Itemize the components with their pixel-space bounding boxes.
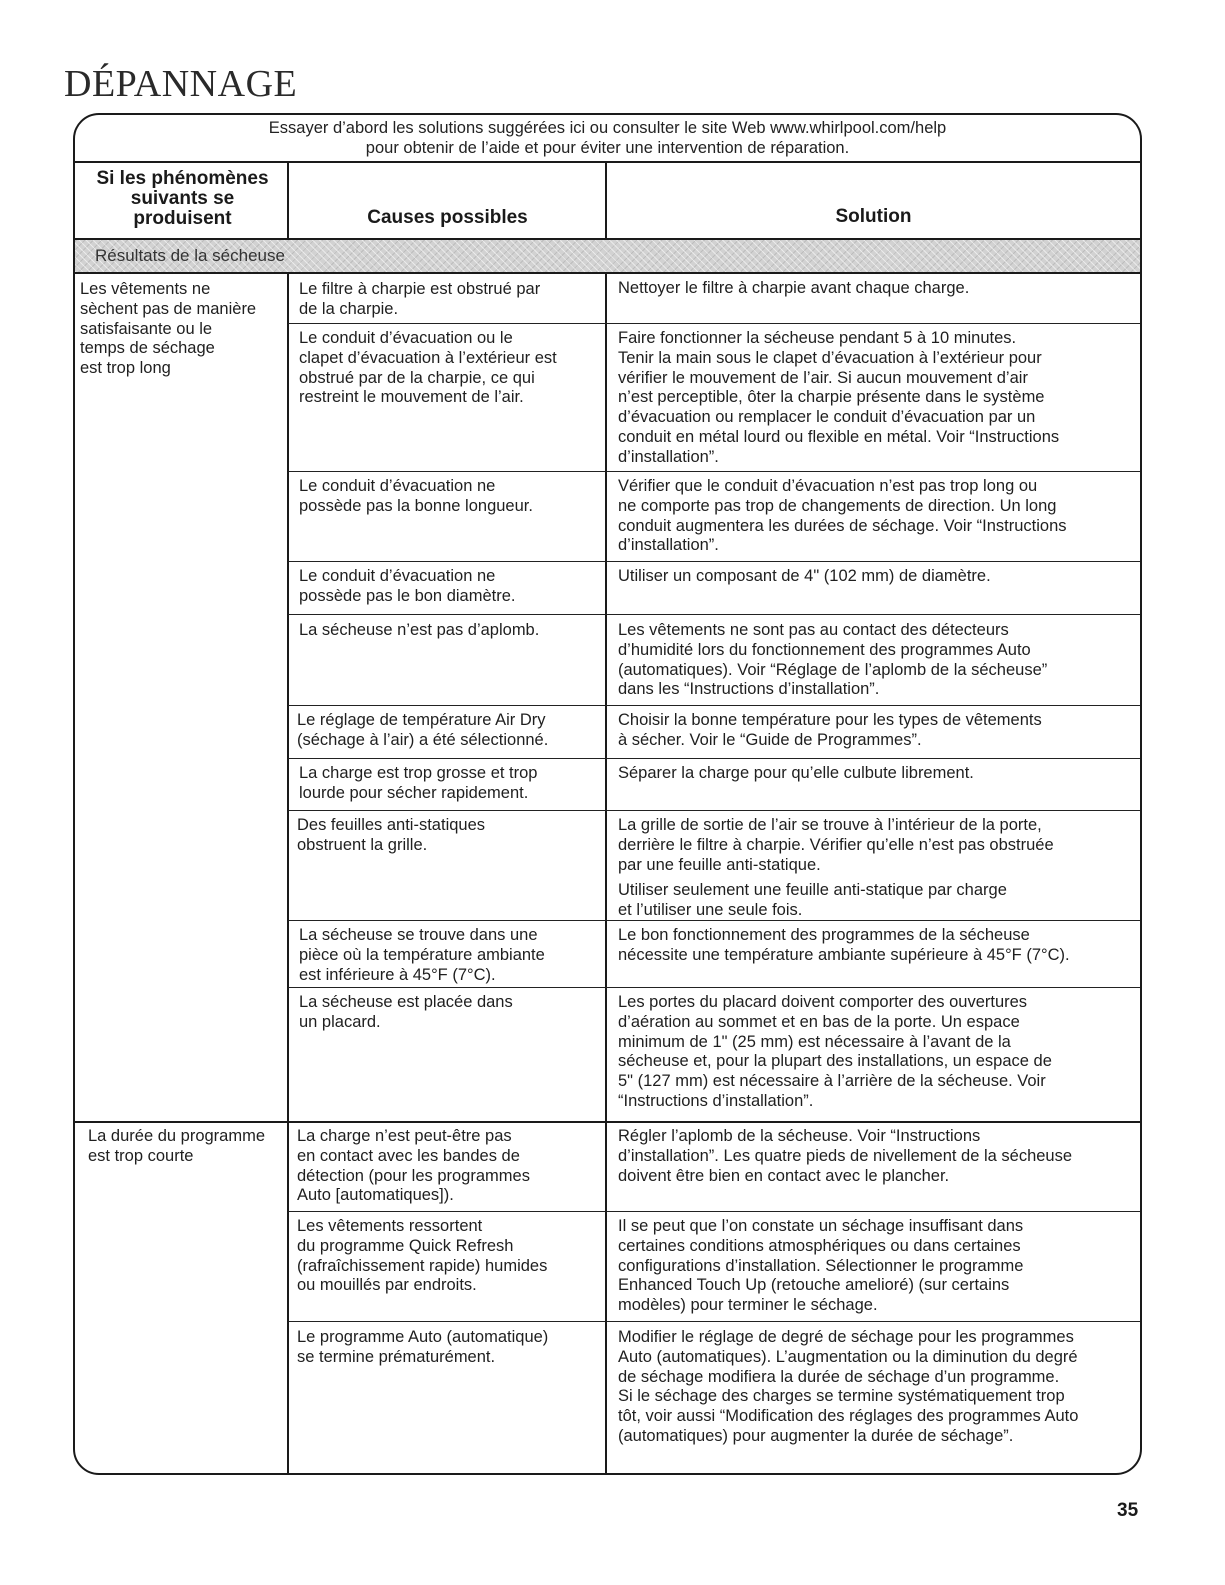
row-separator: [288, 758, 1140, 759]
solution-cell: Utiliser un composant de 4" (102 mm) de diamètre.: [618, 567, 991, 585]
cause-cell: La sécheuse se trouve dans une pièce où la température ambiante est inférieure à 45°F (7°C).: [299, 926, 545, 984]
row-separator: [288, 1321, 1140, 1322]
row-separator: [288, 561, 1140, 562]
row-separator: [288, 614, 1140, 615]
cause-cell: La sécheuse n’est pas d’aplomb.: [299, 621, 540, 639]
section-band: [75, 240, 1140, 272]
section-title: Résultats de la sécheuse: [95, 246, 285, 265]
solution-cell: Modifier le réglage de degré de séchage pour les programmes Auto (automatiques). L’augmentation ou la diminution du degré de séchage modifiera la durée de séchage d’un programme. Si le séchage des charges se termine systématiquement trop tôt, voir aussi “Modification des réglages des programmes Auto (automatiques) pour augmenter la durée de séchage”.: [618, 1328, 1079, 1445]
problem-short-cycle: La durée du programme est trop courte: [88, 1127, 266, 1165]
solution-cell: Nettoyer le filtre à charpie avant chaque charge.: [618, 279, 970, 297]
header-top-rule: [75, 161, 1140, 163]
intro-line-2: pour obtenir de l’aide et pour éviter une intervention de réparation.: [365, 139, 850, 157]
page-title: DÉPANNAGE: [64, 63, 298, 105]
intro-text: [75, 118, 1140, 158]
problem-slow-drying: Les vêtements ne sèchent pas de manière satisfaisante ou le temps de séchage est trop long: [80, 280, 257, 378]
solution-cell-extra: Utiliser seulement une feuille anti-statique par charge et l’utiliser une seule fois.: [618, 881, 1007, 919]
row-separator: [288, 705, 1140, 706]
solution-cell: Les portes du placard doivent comporter des ouvertures d’aération au sommet et en bas de la porte. Un espace minimum de 1" (25 mm) est nécessaire à l’avant de la sécheuse et, pour la plupart des installations, un espace de 5" (127 mm) est nécessaire à l’arrière de la sécheuse. Voir “Instructions d’installation”.: [618, 993, 1052, 1110]
cause-cell: Le conduit d’évacuation ou le clapet d’évacuation à l’extérieur est obstrué par de la charpie, ce qui restreint le mouvement de l’air.: [299, 329, 557, 407]
cause-cell: Le réglage de température Air Dry (séchage à l’air) a été sélectionné.: [297, 711, 549, 749]
col-divider-header-1: [287, 162, 289, 240]
solution-cell: La grille de sortie de l’air se trouve à l’intérieur de la porte, derrière le filtre à charpie. Vérifier qu’elle n’est pas obstruée par une feuille anti-statique.: [618, 816, 1054, 874]
row-separator: [288, 1211, 1140, 1212]
col-divider-2: [605, 273, 607, 1473]
cause-cell: Le conduit d’évacuation ne possède pas le bon diamètre.: [299, 567, 516, 605]
solution-cell: Les vêtements ne sont pas au contact des détecteurs d’humidité lors du fonctionnement des programmes Auto (automatiques). Voir “Réglage de l’aplomb de la sécheuse” dans les “Instructions d’installation”.: [618, 621, 1048, 699]
cause-cell: Le programme Auto (automatique) se termine prématurément.: [297, 1328, 549, 1366]
row-separator: [288, 471, 1140, 472]
solution-cell: Choisir la bonne température pour les types de vêtements à sécher. Voir le “Guide de Programmes”.: [618, 711, 1042, 749]
column-header-solution: Solution: [835, 206, 912, 227]
solution-cell: Faire fonctionner la sécheuse pendant 5 à 10 minutes. Tenir la main sous le clapet d’évacuation à l’extérieur pour vérifier le mouvement de l’air. Si aucun mouvement d’air n’est perceptible, ôter la charpie présente dans le système d’évacuation ou remplacer le conduit d’évacuation par un conduit en métal lourd ou flexible en métal. Voir “Instructions d’installation”.: [618, 329, 1060, 466]
intro-line-1: Essayer d’abord les solutions suggérées ici ou consulter le site Web www.whirlpool.com/help: [268, 119, 947, 137]
row-separator: [288, 810, 1140, 811]
col-divider-1: [287, 273, 289, 1473]
page-number: 35: [1117, 1500, 1139, 1521]
cause-cell: Les vêtements ressortent du programme Quick Refresh (rafraîchissement rapide) humides ou mouillés par endroits.: [297, 1217, 548, 1295]
solution-cell: Le bon fonctionnement des programmes de la sécheuse nécessite une température ambiante supérieure à 45°F (7°C).: [618, 926, 1070, 964]
solution-cell: Il se peut que l’on constate un séchage insuffisant dans certaines conditions atmosphériques ou dans certaines configurations d’installation. Sélectionner le programme Enhanced Touch Up (retouche amelioré) (sur certains modèles) pour terminer le séchage.: [618, 1217, 1024, 1315]
col-divider-header-2: [605, 162, 607, 240]
row-separator: [288, 987, 1140, 988]
cause-cell: La charge n’est peut-être pas en contact avec les bandes de détection (pour les programmes Auto [automatiques]).: [297, 1127, 530, 1205]
solution-cell: Séparer la charge pour qu’elle culbute librement.: [618, 764, 974, 782]
problem-group-separator: [75, 1121, 1140, 1123]
section-bottom-rule: [75, 272, 1140, 274]
solution-cell: Vérifier que le conduit d’évacuation n’est pas trop long ou ne comporte pas trop de changements de direction. Un long conduit augmentera les durées de séchage. Voir “Instructions d’installation”.: [618, 477, 1067, 555]
cause-cell: Le conduit d’évacuation ne possède pas la bonne longueur.: [299, 477, 533, 515]
column-header-causes: Causes possibles: [367, 207, 528, 228]
row-separator: [288, 323, 1140, 324]
cause-cell: Des feuilles anti-statiques obstruent la grille.: [297, 816, 486, 854]
cause-cell: Le filtre à charpie est obstrué par de la charpie.: [299, 280, 541, 318]
cause-cell: La sécheuse est placée dans un placard.: [299, 993, 513, 1031]
column-header-phenomena: Si les phénomènes suivants se produisent: [96, 168, 269, 229]
solution-cell: Régler l’aplomb de la sécheuse. Voir “Instructions d’installation”. Les quatre pieds de nivellement de la sécheuse doivent être bien en contact avec le plancher.: [618, 1127, 1073, 1185]
cause-cell: La charge est trop grosse et trop lourde pour sécher rapidement.: [299, 764, 538, 802]
